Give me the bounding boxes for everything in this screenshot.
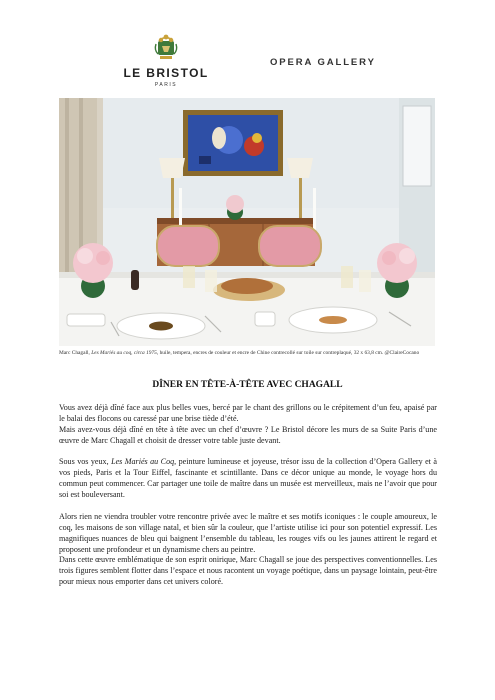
paragraph-3-work-title: Les Mariés au Coq xyxy=(111,457,175,467)
brand-city: PARIS xyxy=(154,82,178,88)
dining-room-photo xyxy=(59,98,435,346)
page-header xyxy=(0,30,495,92)
brand-name: LE BRISTOL xyxy=(123,66,209,80)
paragraph-5: Dans cette œuvre emblématique de son esprit onirique, Marc Chagall se joue des perspectives conventionnelles. Les trois figures semblent flotter dans l’espace et nous racontent un voyage poétique, dans un paysage lointain, peut-être pour mieux nous emporter dans cet univers coloré. xyxy=(59,555,437,587)
caption-work-title: Les Mariés au coq xyxy=(91,350,132,356)
article-title: DÎNER EN TÊTE-À-TÊTE AVEC CHAGALL xyxy=(152,380,343,390)
paragraph-3-start: Sous vos yeux, xyxy=(59,457,112,467)
caption-prefix: Marc Chagall, xyxy=(59,350,92,356)
paragraph-4: Alors rien ne viendra troubler votre rencontre privée avec le maître et ses motifs iconiques : le couple amoureux, le coq, les maisons de son village natal, et bien sûr la couleur, que l’artiste utilise ici pour son potentiel expressif. Les magnifiques nuances de bleu qui baignent l’ensemble du tableau, les rouges vifs ou les jaunes attirent le regard et proposent une profondeur et un dynamisme chers au peintre. xyxy=(59,511,437,554)
opera-gallery-logo: OPERA GALLERY xyxy=(270,57,376,68)
paragraph-3-end: , peinture lumineuse et joyeuse, trésor issu de la collection d’Opera Gallery et à vos pieds, Paris et la Tour Eiffel, fascinante et scintillante. Dans ce décor unique au monde, le voyage hors du commun peut commencer. Car partager une toile de maître dans un musée est merveilleux, mais ne l’avoir que pour soi est bouleversant. xyxy=(59,457,437,500)
paragraph-3 xyxy=(59,457,437,501)
photo-caption xyxy=(59,349,439,357)
bristol-crest-icon xyxy=(151,32,181,62)
le-bristol-logo xyxy=(118,30,214,92)
paragraph-2: Mais avez-vous déjà dîné en tête à tête avec un chef d’œuvre ? Le Bristol décore les murs de sa Suite Paris d’une œuvre de Marc Chagall et choisit de dresser votre table juste devant. xyxy=(59,424,437,445)
article-body xyxy=(59,403,437,588)
caption-details: , huile, tempera, encres de couleur et encre de Chine contrecollé sur toile sur contreplaqué, 32 x 63,8 cm. @ClaireCocano xyxy=(156,350,420,356)
caption-circa: , circa 1975 xyxy=(131,350,157,356)
paragraph-1: Vous avez déjà dîné face aux plus belles vues, bercé par le chant des grillons ou le crépitement d’un feu, apaisé par le balai des flocons ou caressé par une brise tiède d’été. xyxy=(59,403,437,423)
